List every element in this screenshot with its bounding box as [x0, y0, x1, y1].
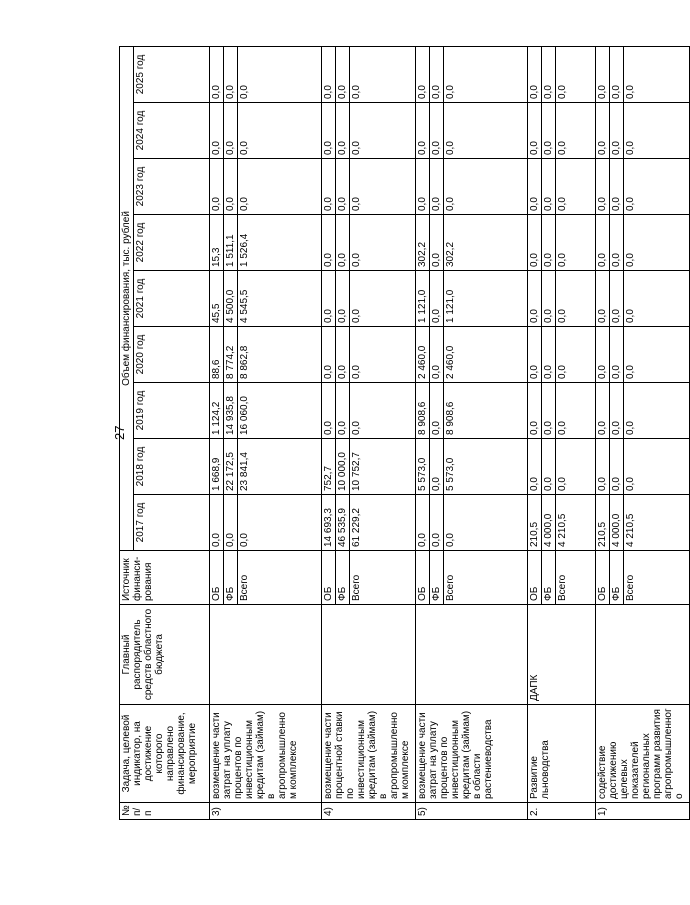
value-cell: 0,0 — [322, 159, 336, 215]
table-row — [210, 46, 224, 819]
row-source: ФБ — [610, 551, 624, 605]
value-cell: 0,0 — [610, 271, 624, 327]
rotated-table-container — [119, 54, 685, 820]
value-cell: 0,0 — [556, 46, 596, 102]
value-cell: 0,0 — [624, 327, 690, 383]
value-cell: 5 573,0 — [416, 439, 430, 495]
value-cell: 0,0 — [528, 383, 542, 439]
value-cell: 0,0 — [336, 103, 350, 159]
row-administrator — [322, 605, 416, 705]
header-source: Источник финанси- рования — [120, 551, 210, 605]
row-source: Всего — [624, 551, 690, 605]
row-source: ОБ — [596, 551, 610, 605]
table-row — [596, 46, 610, 819]
value-cell: 0,0 — [444, 495, 528, 551]
row-number: 1) — [596, 803, 690, 820]
value-cell: 0,0 — [596, 215, 610, 271]
value-cell: 4 210,5 — [556, 495, 596, 551]
value-cell: 4 000,0 — [542, 495, 556, 551]
value-cell: 15,3 — [210, 215, 224, 271]
value-cell: 8 908,6 — [416, 383, 430, 439]
year-header: 2019 год — [134, 383, 210, 439]
value-cell: 0,0 — [210, 159, 224, 215]
value-cell: 0,0 — [542, 383, 556, 439]
row-source: Всего — [350, 551, 416, 605]
value-cell: 0,0 — [556, 271, 596, 327]
value-cell: 0,0 — [430, 495, 444, 551]
value-cell: 0,0 — [528, 271, 542, 327]
value-cell: 0,0 — [430, 159, 444, 215]
value-cell: 0,0 — [430, 46, 444, 102]
value-cell: 0,0 — [430, 215, 444, 271]
value-cell: 0,0 — [610, 103, 624, 159]
value-cell: 10 752,7 — [350, 439, 416, 495]
value-cell: 0,0 — [542, 327, 556, 383]
row-source: ОБ — [210, 551, 224, 605]
value-cell: 0,0 — [624, 271, 690, 327]
value-cell: 0,0 — [624, 46, 690, 102]
value-cell: 0,0 — [322, 327, 336, 383]
value-cell: 210,5 — [596, 495, 610, 551]
row-task: Развитие льноводства — [528, 705, 596, 803]
year-header: 2022 год — [134, 215, 210, 271]
value-cell: 0,0 — [416, 46, 430, 102]
value-cell: 0,0 — [350, 271, 416, 327]
value-cell: 0,0 — [596, 103, 610, 159]
value-cell: 23 841,4 — [238, 439, 322, 495]
value-cell: 2 460,0 — [416, 327, 430, 383]
value-cell: 302,2 — [444, 215, 528, 271]
value-cell: 0,0 — [556, 215, 596, 271]
value-cell: 0,0 — [542, 439, 556, 495]
value-cell: 0,0 — [610, 159, 624, 215]
value-cell: 0,0 — [528, 46, 542, 102]
row-administrator — [210, 605, 322, 705]
value-cell: 0,0 — [430, 103, 444, 159]
value-cell: 0,0 — [528, 327, 542, 383]
value-cell: 0,0 — [238, 495, 322, 551]
value-cell: 0,0 — [444, 159, 528, 215]
value-cell: 210,5 — [528, 495, 542, 551]
year-header: 2025 год — [134, 46, 210, 102]
value-cell: 5 573,0 — [444, 439, 528, 495]
value-cell: 88,6 — [210, 327, 224, 383]
value-cell: 0,0 — [596, 439, 610, 495]
value-cell: 0,0 — [224, 495, 238, 551]
value-cell: 1 121,0 — [416, 271, 430, 327]
row-task: возмещение части затрат на уплату процентов по инвестиционным кредитам (займам) в агропромышленном комплексе — [210, 705, 322, 803]
value-cell: 8 908,6 — [444, 383, 528, 439]
row-source: ОБ — [528, 551, 542, 605]
row-source: ФБ — [430, 551, 444, 605]
value-cell: 4 210,5 — [624, 495, 690, 551]
value-cell: 0,0 — [430, 271, 444, 327]
value-cell: 0,0 — [610, 439, 624, 495]
row-number: 3) — [210, 803, 322, 820]
value-cell: 0,0 — [224, 103, 238, 159]
value-cell: 302,2 — [416, 215, 430, 271]
row-administrator: ДАПК — [528, 605, 596, 705]
financing-table — [119, 46, 690, 820]
row-task: содействие достижению целевых показателей региональных программ развития агропромышленного — [596, 705, 690, 803]
row-number: 4) — [322, 803, 416, 820]
value-cell: 0,0 — [322, 215, 336, 271]
value-cell: 0,0 — [528, 215, 542, 271]
table-row — [322, 46, 336, 819]
value-cell: 0,0 — [238, 103, 322, 159]
value-cell: 2 460,0 — [444, 327, 528, 383]
value-cell: 4 545,5 — [238, 271, 322, 327]
value-cell: 0,0 — [542, 159, 556, 215]
value-cell: 0,0 — [416, 495, 430, 551]
value-cell: 0,0 — [350, 159, 416, 215]
value-cell: 1 124,2 — [210, 383, 224, 439]
value-cell: 1 526,4 — [238, 215, 322, 271]
value-cell: 0,0 — [610, 383, 624, 439]
value-cell: 0,0 — [624, 159, 690, 215]
row-task: возмещение части процентной ставки по инвестиционным кредитам (займам) в агропромышленном комплексе — [322, 705, 416, 803]
year-header: 2021 год — [134, 271, 210, 327]
value-cell: 0,0 — [322, 271, 336, 327]
value-cell: 0,0 — [542, 46, 556, 102]
value-cell: 61 229,2 — [350, 495, 416, 551]
value-cell: 0,0 — [350, 46, 416, 102]
value-cell: 8 862,8 — [238, 327, 322, 383]
value-cell: 0,0 — [322, 383, 336, 439]
year-header: 2018 год — [134, 439, 210, 495]
value-cell: 0,0 — [322, 103, 336, 159]
value-cell: 0,0 — [322, 46, 336, 102]
value-cell: 0,0 — [610, 215, 624, 271]
value-cell: 1 121,0 — [444, 271, 528, 327]
value-cell: 0,0 — [350, 383, 416, 439]
value-cell: 0,0 — [416, 159, 430, 215]
value-cell: 0,0 — [556, 327, 596, 383]
header-task: Задача, целевой индикатор, на достижение которого направлено финансирование, мероприятие — [120, 705, 210, 803]
value-cell: 0,0 — [238, 46, 322, 102]
year-header: 2020 год — [134, 327, 210, 383]
table-row — [416, 46, 430, 819]
row-source: Всего — [556, 551, 596, 605]
row-source: ФБ — [542, 551, 556, 605]
value-cell: 0,0 — [528, 103, 542, 159]
year-header: 2017 год — [134, 495, 210, 551]
value-cell: 0,0 — [624, 215, 690, 271]
value-cell: 0,0 — [416, 103, 430, 159]
value-cell: 16 060,0 — [238, 383, 322, 439]
row-task: возмещение части затрат на уплату процентов по инвестиционным кредитам (займам) в области растениеводства — [416, 705, 528, 803]
value-cell: 0,0 — [556, 159, 596, 215]
value-cell: 0,0 — [596, 46, 610, 102]
value-cell: 0,0 — [336, 383, 350, 439]
value-cell: 10 000,0 — [336, 439, 350, 495]
value-cell: 4 000,0 — [610, 495, 624, 551]
value-cell: 0,0 — [610, 46, 624, 102]
value-cell: 0,0 — [336, 327, 350, 383]
row-source: Всего — [444, 551, 528, 605]
row-source: ОБ — [322, 551, 336, 605]
value-cell: 0,0 — [210, 46, 224, 102]
value-cell: 0,0 — [238, 159, 322, 215]
value-cell: 0,0 — [350, 327, 416, 383]
value-cell: 14 693,3 — [322, 495, 336, 551]
value-cell: 22 172,5 — [224, 439, 238, 495]
value-cell: 0,0 — [336, 46, 350, 102]
value-cell: 0,0 — [596, 159, 610, 215]
row-source: ФБ — [224, 551, 238, 605]
value-cell: 0,0 — [556, 439, 596, 495]
value-cell: 0,0 — [224, 46, 238, 102]
header-volume: Объем финансирования, тыс. рублей — [120, 46, 134, 550]
value-cell: 0,0 — [336, 271, 350, 327]
value-cell: 0,0 — [210, 495, 224, 551]
value-cell: 0,0 — [210, 103, 224, 159]
value-cell: 1 511,1 — [224, 215, 238, 271]
value-cell: 0,0 — [624, 383, 690, 439]
row-administrator — [596, 605, 690, 705]
value-cell: 0,0 — [610, 327, 624, 383]
value-cell: 0,0 — [430, 327, 444, 383]
header-administrator: Главный распорядитель средств областного бюджета — [120, 605, 210, 705]
value-cell: 0,0 — [528, 159, 542, 215]
row-source: Всего — [238, 551, 322, 605]
row-source: ФБ — [336, 551, 350, 605]
value-cell: 46 535,9 — [336, 495, 350, 551]
year-header: 2023 год — [134, 159, 210, 215]
value-cell: 1 668,9 — [210, 439, 224, 495]
value-cell: 0,0 — [336, 215, 350, 271]
value-cell: 45,5 — [210, 271, 224, 327]
value-cell: 0,0 — [444, 46, 528, 102]
value-cell: 0,0 — [350, 103, 416, 159]
value-cell: 0,0 — [430, 383, 444, 439]
value-cell: 0,0 — [556, 383, 596, 439]
value-cell: 0,0 — [336, 159, 350, 215]
value-cell: 0,0 — [350, 215, 416, 271]
value-cell: 0,0 — [542, 103, 556, 159]
row-number: 5) — [416, 803, 528, 820]
value-cell: 0,0 — [596, 327, 610, 383]
value-cell: 14 935,8 — [224, 383, 238, 439]
value-cell: 752,7 — [322, 439, 336, 495]
value-cell: 0,0 — [528, 439, 542, 495]
value-cell: 0,0 — [596, 383, 610, 439]
year-header: 2024 год — [134, 103, 210, 159]
value-cell: 0,0 — [624, 439, 690, 495]
value-cell: 0,0 — [444, 103, 528, 159]
value-cell: 0,0 — [542, 215, 556, 271]
value-cell: 0,0 — [224, 159, 238, 215]
value-cell: 8 774,2 — [224, 327, 238, 383]
value-cell: 0,0 — [596, 271, 610, 327]
value-cell: 4 500,0 — [224, 271, 238, 327]
row-source: ОБ — [416, 551, 430, 605]
value-cell: 0,0 — [542, 271, 556, 327]
row-number: 2. — [528, 803, 596, 820]
row-administrator — [416, 605, 528, 705]
page-number: 27 — [112, 425, 127, 440]
value-cell: 0,0 — [624, 103, 690, 159]
table-row — [528, 46, 542, 819]
header-num: № п/п — [120, 803, 210, 820]
value-cell: 0,0 — [556, 103, 596, 159]
value-cell: 0,0 — [430, 439, 444, 495]
